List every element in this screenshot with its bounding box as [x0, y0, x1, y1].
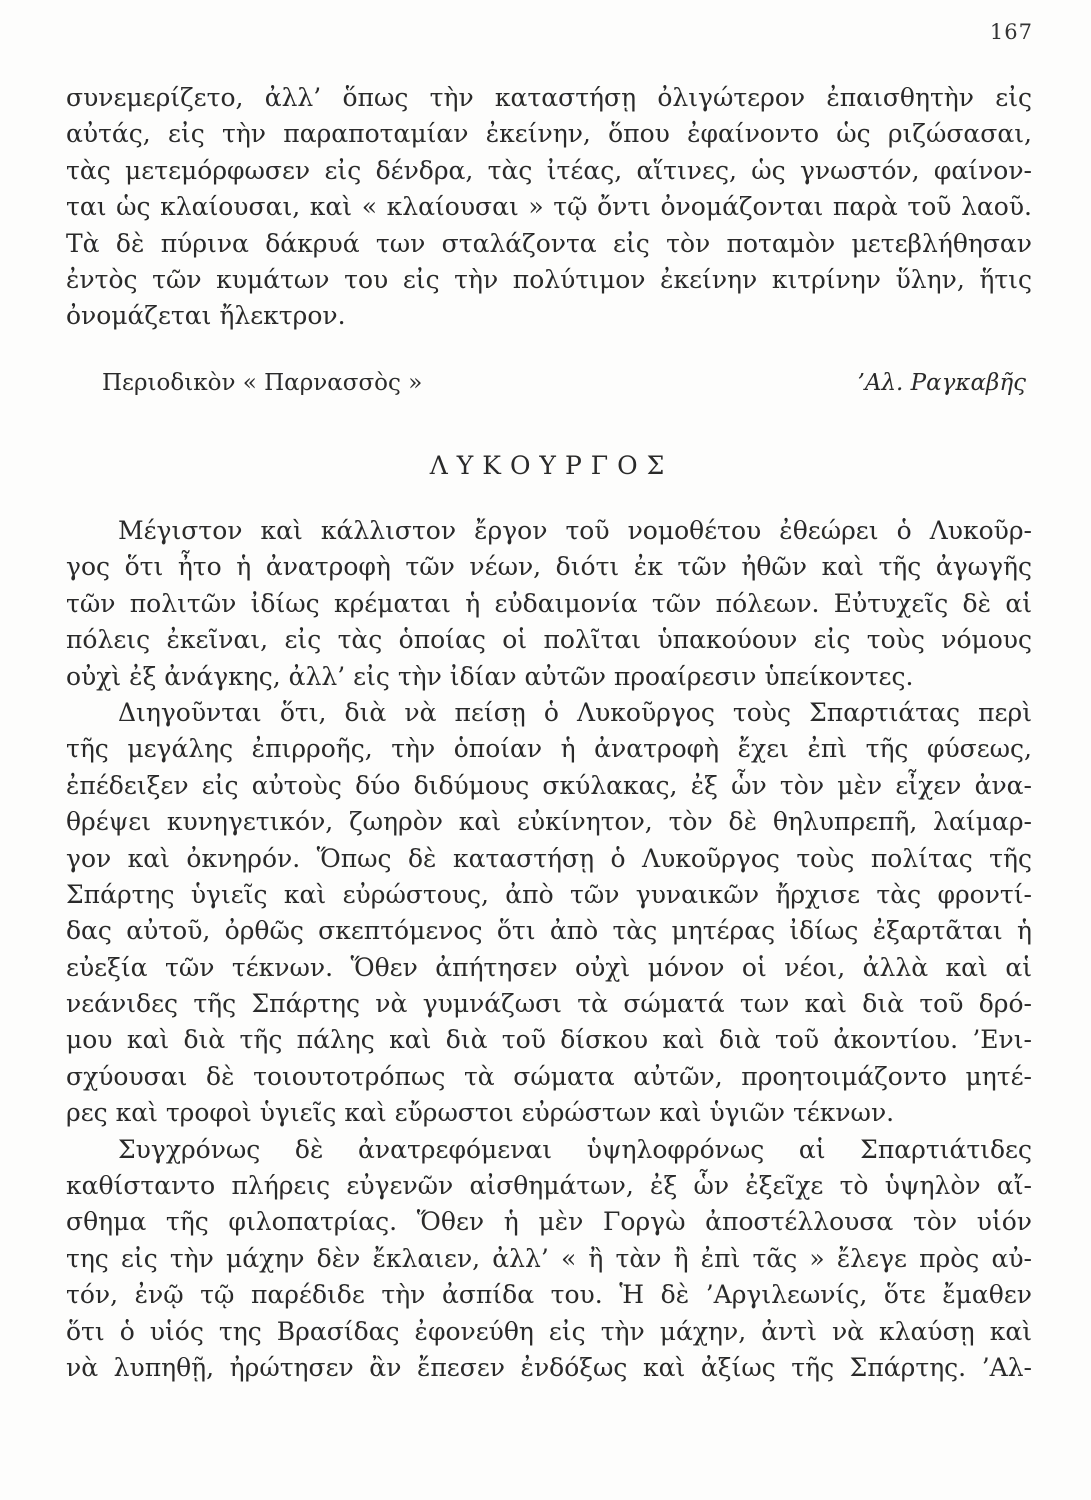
text-line: ὅτι ὁ υἱός της Βρασίδας ἐφονεύθη εἰς τὴν μάχην, ἀντὶ νὰ κλαύσῃ καὶ — [66, 1316, 1032, 1346]
text-line: καθίσταντο πλήρεις εὐγενῶν αἰσθημάτων, ἐξ ὧν ἐξεῖχε τὸ ὑψηλὸν αἴ- — [66, 1171, 1032, 1201]
text-line: ἐντὸς τῶν κυμάτων του εἰς τὴν πολύτιμον ἐκείνην κιτρίνην ὕλην, ἥτις — [66, 264, 1032, 294]
text-line: ρες καὶ τροφοὶ ὑγιεῖς καὶ εὔρωστοι εὐρώστων καὶ ὑγιῶν τέκνων. — [66, 1098, 895, 1128]
text-line: Τὰ δὲ πύρινα δάκρυά των σταλάζοντα εἰς τὸν ποταμὸν μετεβλήθησαν — [66, 228, 1032, 258]
text-line: γος ὅτι ἦτο ἡ ἀνατροφὴ τῶν νέων, διότι ἐκ τῶν ἠθῶν καὶ τῆς ἀγωγῆς — [66, 552, 1032, 582]
text-line: γον καὶ ὀκνηρόν. Ὅπως δὲ καταστήσῃ ὁ Λυκοῦργος τοὺς πολίτας τῆς — [66, 843, 1032, 873]
text-line: πόλεις ἐκεῖναι, εἰς τὰς ὁποίας οἱ πολῖται ὑπακούουν εἰς τοὺς νόμους — [66, 625, 1032, 655]
text-line: ἐπέδειξεν εἰς αὐτοὺς δύο διδύμους σκύλακας, ἐξ ὧν τὸν μὲν εἶχεν ἀνα- — [66, 770, 1032, 800]
text-line: δας αὐτοῦ, ὀρθῶς σκεπτόμενος ὅτι ἀπὸ τὰς μητέρας ἰδίως ἐξαρτᾶται ἡ — [66, 916, 1032, 946]
intro-passage — [66, 80, 1032, 335]
text-line: σχύουσαι δὲ τοιουτοτρόπως τὰ σώματα αὐτῶν, προητοιμάζοντο μητέ- — [66, 1061, 1032, 1091]
text-line: νὰ λυπηθῇ, ἠρώτησεν ἂν ἔπεσεν ἐνδόξως καὶ ἀξίως τῆς Σπάρτης. ’Αλ- — [66, 1352, 1032, 1382]
attribution — [66, 367, 1032, 399]
section-title: ΛΥΚΟΥΡΓΟΣ — [429, 451, 674, 480]
text-line: Μέγιστον καὶ κάλλιστον ἔργον τοῦ νομοθέτου ἐθεώρει ὁ Λυκοῦρ- — [118, 516, 1032, 545]
text-line: σθημα τῆς φιλοπατρίας. Ὅθεν ἡ μὲν Γοργὼ ἀποστέλλουσα τὸν υἱόν — [66, 1207, 1032, 1237]
body-passage — [66, 513, 1032, 1386]
text-line: ται ὡς κλαίουσαι, καὶ « κλαίουσαι » τῷ ὄντι ὀνομάζονται παρὰ τοῦ λαοῦ. — [66, 192, 1032, 222]
text-line: εὐεξία τῶν τέκνων. Ὅθεν ἀπήτησεν οὐχὶ μόνον οἱ νέοι, ἀλλὰ καὶ αἱ — [66, 952, 1032, 982]
text-line: Σπάρτης ὑγιεῖς καὶ εὐρώστους, ἀπὸ τῶν γυναικῶν ἤρχισε τὰς φροντί- — [66, 879, 1032, 909]
attribution-source: Περιοδικὸν « Παρνασσὸς » — [102, 370, 423, 396]
text-line: τόν, ἐνῷ τῷ παρέδιδε τὴν ἀσπίδα του. Ἡ δὲ ’Αργιλεωνίς, ὅτε ἔμαθεν — [66, 1280, 1032, 1310]
text-line: μου καὶ διὰ τῆς πάλης καὶ διὰ τοῦ δίσκου καὶ διὰ τοῦ ἀκοντίου. ’Ενι- — [66, 1025, 1032, 1055]
text-line: οὐχὶ ἐξ ἀνάγκης, ἀλλ’ εἰς τὴν ἰδίαν αὐτῶν προαίρεσιν ὑπείκοντες. — [66, 661, 914, 691]
text-line: Διηγοῦνται ὅτι, διὰ νὰ πείσῃ ὁ Λυκοῦργος τοὺς Σπαρτιάτας περὶ — [118, 697, 1032, 727]
text-line: τῆς μεγάλης ἐπιρροῆς, τὴν ὁποίαν ἡ ἀνατροφὴ ἔχει ἐπὶ τῆς φύσεως, — [66, 734, 1032, 764]
text-line: τὰς μετεμόρφωσεν εἰς δένδρα, τὰς ἰτέας, αἵτινες, ὡς γνωστόν, φαίνον- — [66, 155, 1032, 185]
attribution-author: ’Αλ. Ραγκαβῆς — [857, 370, 1026, 396]
text-line: της εἰς τὴν μάχην δὲν ἔκλαιεν, ἀλλ’ « ἢ τὰν ἢ ἐπὶ τᾶς » ἔλεγε πρὸς αὐ- — [66, 1243, 1032, 1273]
text-line: συνεμερίζετο, ἀλλ’ ὅπως τὴν καταστήσῃ ὀλιγώτερον ἐπαισθητὴν εἰς — [66, 83, 1032, 112]
text-line: νεάνιδες τῆς Σπάρτης νὰ γυμνάζωσι τὰ σώματά των καὶ διὰ τοῦ δρό- — [66, 989, 1032, 1019]
page-number: 167 — [989, 20, 1033, 44]
text-line: Συγχρόνως δὲ ἀνατρεφόμεναι ὑψηλοφρόνως αἱ Σπαρτιάτιδες — [118, 1134, 1032, 1164]
text-line: θρέψει κυνηγετικόν, ζωηρὸν καὶ εὐκίνητον, τὸν δὲ θηλυπρεπῆ, λαίμαρ- — [66, 807, 1032, 837]
text-line: αὐτάς, εἰς τὴν παραποταμίαν ἐκείνην, ὅπου ἐφαίνοντο ὡς ριζώσασαι, — [66, 119, 1032, 149]
text-line: τῶν πολιτῶν ἰδίως κρέμαται ἡ εὐδαιμονία τῶν πόλεων. Εὐτυχεῖς δὲ αἱ — [66, 588, 1032, 618]
text-line: ὀνομάζεται ἤλεκτρον. — [66, 301, 346, 331]
